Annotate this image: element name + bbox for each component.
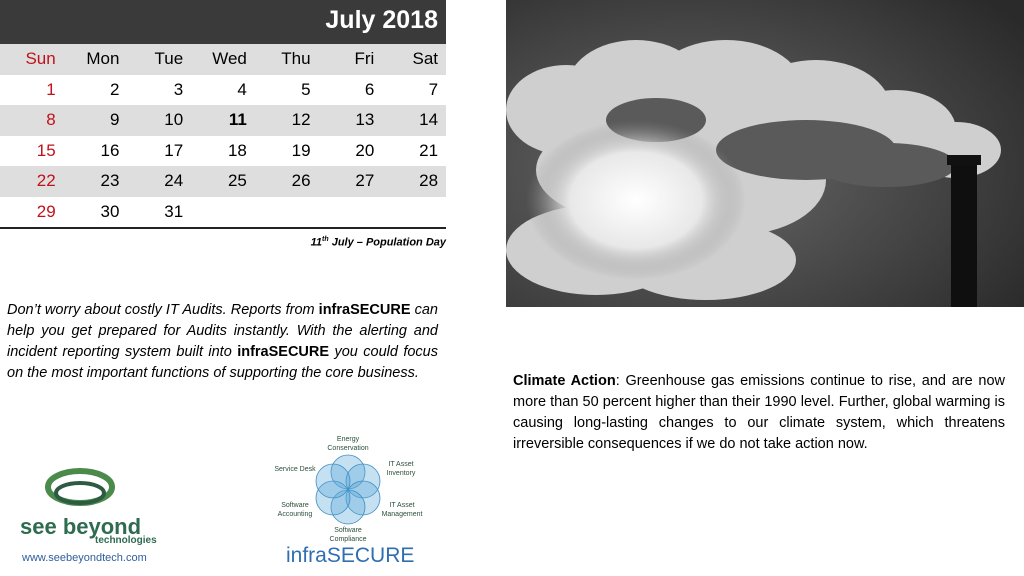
calendar-day: 28	[419, 171, 439, 191]
calendar-day: 7	[428, 79, 439, 99]
calendar-day: 31	[164, 201, 184, 221]
calendar-day-highlighted: 11	[228, 110, 247, 130]
calendar-day: 13	[355, 110, 375, 130]
calendar	[0, 0, 446, 229]
calendar-day: 6	[364, 79, 375, 99]
calendar-day: 24	[164, 171, 184, 191]
calendar-day: 14	[419, 110, 439, 130]
calendar-day: 23	[100, 171, 120, 191]
calendar-day: 18	[227, 140, 247, 160]
climate-action-text: : Greenhouse gas emissions continue to rise, and are now more than 50 percent higher than their 1990 level. Further, global warming is causing long-lasting changes to our climate system, which threatens irreversible consequences if we do not take action now.	[513, 373, 1005, 452]
calendar-week-row	[0, 166, 446, 197]
website-link[interactable]: www.seebeyondtech.com	[22, 552, 147, 564]
weekday-label: Sun	[25, 49, 56, 69]
weekday-label: Thu	[281, 49, 311, 69]
smokestack-photo	[506, 0, 1024, 307]
calendar-day: 21	[419, 140, 439, 160]
note-day: 11	[310, 236, 323, 249]
calendar-day: 8	[46, 110, 56, 130]
infrasecure-diagram	[268, 432, 428, 547]
note-suffix: th	[322, 236, 329, 243]
calendar-day: 12	[291, 110, 311, 130]
weekday-label: Fri	[354, 49, 375, 69]
calendar-day: 22	[36, 171, 56, 191]
smokestack-illustration	[506, 0, 1024, 307]
calendar-day: 5	[301, 79, 311, 99]
calendar-day: 15	[36, 140, 56, 160]
calendar-day: 20	[355, 140, 375, 160]
calendar-event-note	[311, 236, 446, 249]
calendar-week-row	[0, 105, 446, 136]
calendar-day: 2	[109, 79, 120, 99]
weekday-label: Tue	[154, 49, 184, 69]
calendar-title: July 2018	[325, 6, 438, 34]
calendar-day: 3	[173, 79, 184, 99]
calendar-week-row	[0, 75, 446, 106]
brand-name: infraSECURE	[237, 344, 330, 360]
paragraph-text: Don’t worry about costly IT Audits. Reports from	[7, 302, 319, 318]
calendar-day: 27	[355, 171, 375, 191]
calendar-day: 25	[227, 171, 247, 191]
calendar-day: 4	[237, 79, 247, 99]
diagram-label-energy: Energy Conservation	[327, 436, 369, 452]
climate-action-label: Climate Action	[513, 373, 616, 389]
calendar-day: 26	[291, 171, 311, 191]
paragraph-text: you could focus on the most important functions of supporting the core business.	[7, 344, 438, 381]
calendar-day: 9	[109, 110, 120, 130]
weekday-label: Sat	[412, 49, 439, 69]
calendar-day: 19	[291, 140, 311, 160]
logo-name: see beyond	[20, 514, 142, 539]
diagram-label-asset-inventory: IT Asset Inventory	[386, 461, 416, 477]
diagram-label-software-compliance: Software Compliance	[329, 527, 367, 543]
calendar-week-row	[0, 136, 446, 167]
calendar-header	[0, 0, 446, 44]
calendar-day: 10	[164, 110, 184, 130]
calendar-day: 30	[100, 201, 120, 221]
diagram-label-service-desk: Service Desk	[274, 466, 316, 473]
weekday-label: Wed	[212, 49, 247, 69]
calendar-day: 17	[164, 140, 184, 160]
logo-subtitle: technologies	[95, 535, 157, 546]
brand-name: infraSECURE	[318, 302, 411, 318]
infrasecure-brand: infraSECURE	[286, 544, 415, 567]
paragraph-text: can help you get prepared for Audits instantly. With the alerting and incident reporting system built into	[7, 302, 438, 360]
climate-action-paragraph	[513, 371, 1005, 455]
weekday-row	[0, 44, 446, 75]
weekday-label: Mon	[86, 49, 120, 69]
note-text: July – Population Day	[328, 236, 446, 249]
diagram-label-software-accounting: Software Accounting	[277, 502, 313, 518]
calendar-week-row	[0, 197, 446, 228]
calendar-day: 29	[36, 201, 56, 221]
calendar-day: 16	[100, 140, 120, 160]
infrasecure-paragraph	[7, 300, 438, 384]
calendar-day: 1	[46, 79, 56, 99]
diagram-label-asset-management: IT Asset Management	[381, 502, 423, 518]
calendar-bottom-rule	[0, 227, 446, 229]
